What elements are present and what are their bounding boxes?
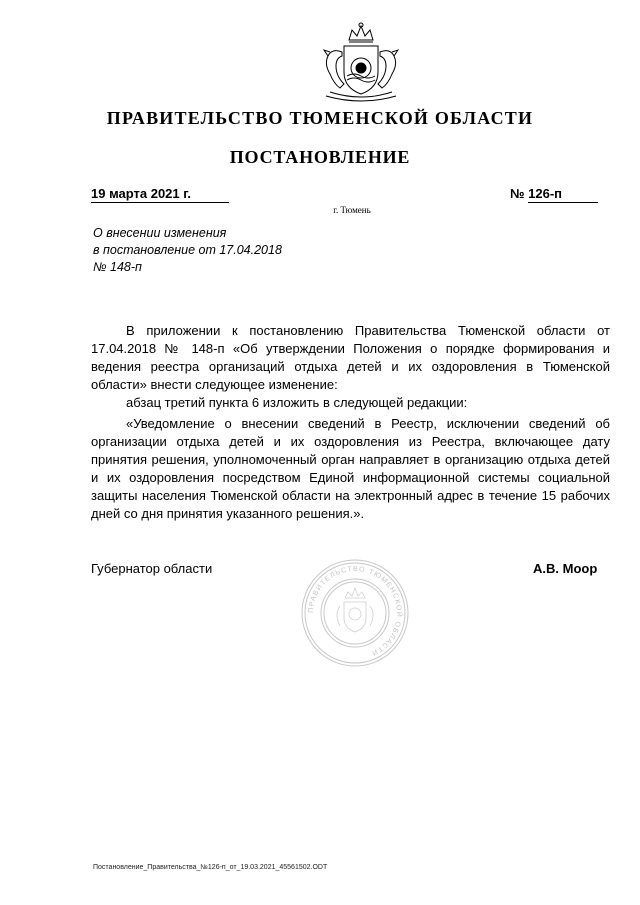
document-city: г. Тюмень bbox=[333, 205, 371, 215]
government-title: ПРАВИТЕЛЬСТВО ТЮМЕНСКОЙ ОБЛАСТИ bbox=[106, 108, 534, 128]
signer-name: А.В. Моор bbox=[533, 561, 598, 576]
signer-position: Губернатор области bbox=[91, 561, 213, 576]
body-paragraph: абзац третий пункта 6 изложить в следующей редакции: bbox=[126, 395, 468, 410]
document-date: 19 марта 2021 г. bbox=[91, 186, 229, 203]
document-number bbox=[510, 186, 605, 203]
coat-of-arms-icon bbox=[314, 22, 408, 104]
body-paragraph: «Уведомление о внесении сведений в Реестр, исключении сведений об организации отдыха детей и их оздоровления из Реестра, включающее дату принятия решения, уполномоченный орган направляет в организацию отдыха детей и их оздоровления посредством Единой информационной системы социальной защиты населения Тюменской области на электронный адрес в течение 15 рабочих дней со дня принятия указанного решения.». bbox=[91, 416, 610, 521]
subject-line: в постановление от 17.04.2018 bbox=[93, 243, 282, 257]
official-seal-icon bbox=[300, 558, 410, 668]
document-subject bbox=[93, 225, 282, 276]
subject-line: О внесении изменения bbox=[93, 226, 227, 240]
number-prefix: № bbox=[510, 186, 525, 201]
svg-text:ПРАВИТЕЛЬСТВО ТЮМЕНСКОЙ ОБЛАСТ bbox=[308, 566, 404, 657]
file-name-footer: Постановление_Правительства_№126-п_от_19.03.2021_45561502.ODT bbox=[93, 864, 328, 871]
body-paragraph: В приложении к постановлению Правительства Тюменской области от 17.04.2018 № 148-п «Об утверждении Положения о порядке формирования и ведения реестра организаций отдыха детей и их оздоровления в Тюменской области» внести следующее изменение: bbox=[91, 323, 610, 392]
subject-line: № 148-п bbox=[93, 260, 142, 274]
seal-text: ПРАВИТЕЛЬСТВО ТЮМЕНСКОЙ ОБЛАСТИ bbox=[307, 565, 403, 657]
number-value: 126-п bbox=[528, 186, 598, 203]
document-type-title: ПОСТАНОВЛЕНИЕ bbox=[229, 147, 411, 167]
